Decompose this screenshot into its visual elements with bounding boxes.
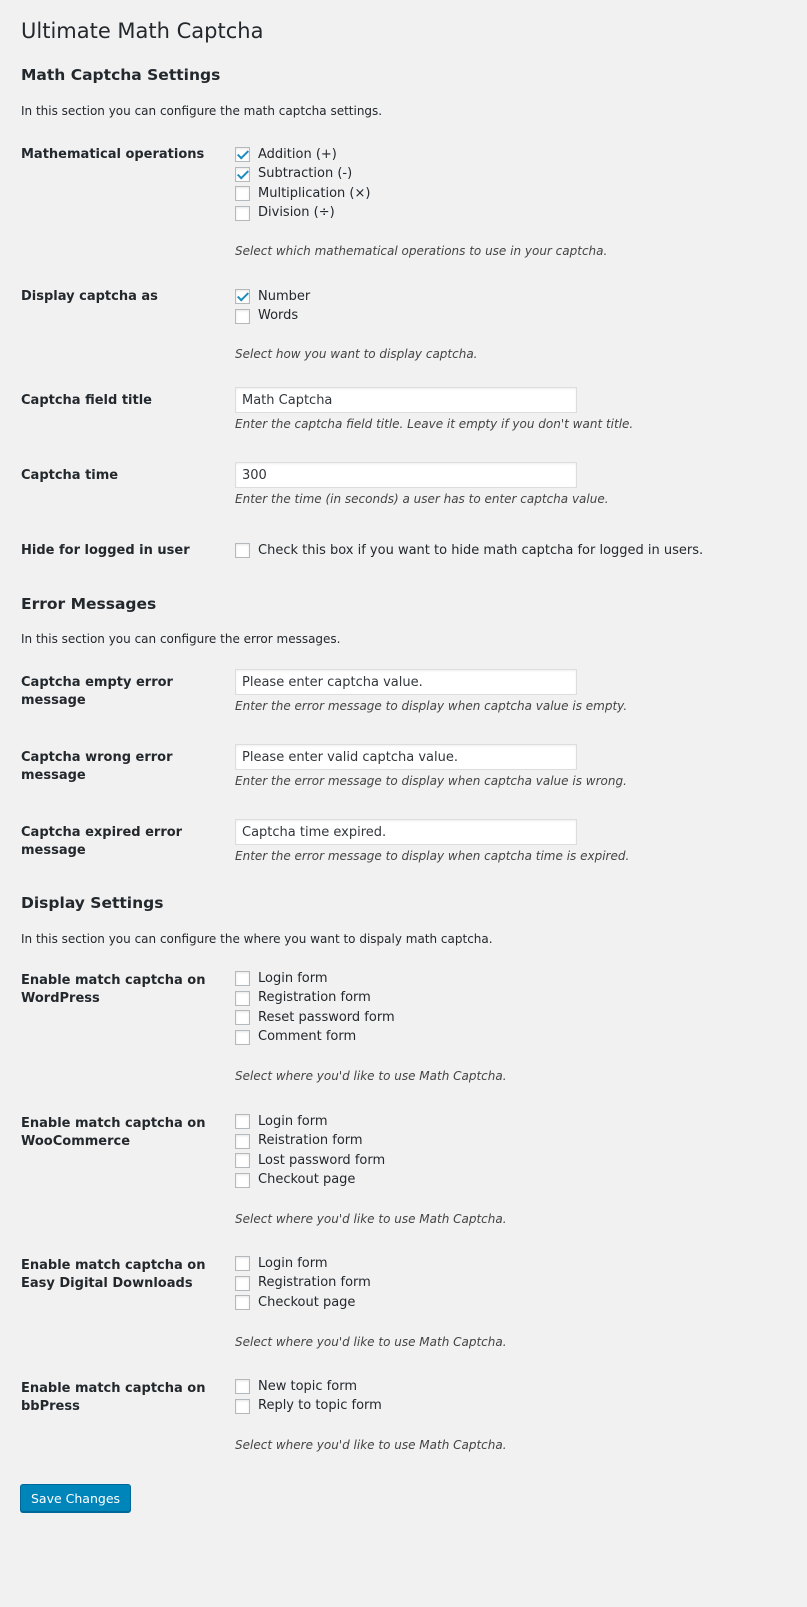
option-woo-checkout[interactable] (235, 1171, 791, 1191)
desc-captcha-field-title: Enter the captcha field title. Leave it empty if you don't want title. (235, 417, 634, 431)
field-wordpress (235, 969, 791, 1084)
label-display-captcha-as: Display captcha as (21, 289, 158, 304)
checkbox-woo-lost-password[interactable] (235, 1153, 250, 1168)
option-label: Words (258, 308, 299, 324)
captcha-expired-error-input[interactable] (235, 819, 577, 845)
checkbox-woo-checkout[interactable] (235, 1173, 250, 1188)
option-division[interactable] (235, 204, 791, 224)
label-captcha-expired-error: Captcha expired error message (21, 825, 183, 858)
captcha-field-title-input[interactable] (235, 387, 577, 413)
option-hide-logged-in[interactable] (235, 541, 791, 561)
checkbox-edd-checkout[interactable] (235, 1295, 250, 1310)
option-bbp-new-topic[interactable] (235, 1377, 791, 1397)
desc-captcha-expired-error: Enter the error message to display when captcha time is expired. (235, 849, 630, 863)
option-words[interactable] (235, 307, 791, 327)
option-woo-login[interactable] (235, 1112, 791, 1132)
option-label: Subtraction (-) (258, 166, 353, 182)
checkbox-wp-login[interactable] (235, 971, 250, 986)
captcha-empty-error-input[interactable] (235, 669, 577, 695)
field-bbpress (235, 1377, 791, 1453)
label-prefix: Enable match captcha on (21, 1258, 206, 1273)
label-prefix: Enable match captcha on (21, 1381, 206, 1396)
checkbox-words[interactable] (235, 309, 250, 324)
checkbox-wp-reset-password[interactable] (235, 1010, 250, 1025)
label-woocommerce (21, 1115, 221, 1151)
label-edd (21, 1257, 221, 1293)
captcha-wrong-error-input[interactable] (235, 744, 577, 770)
option-bbp-reply[interactable] (235, 1397, 791, 1417)
option-label: Login form (258, 970, 328, 986)
field-captcha-empty-error (235, 669, 791, 714)
option-edd-registration[interactable] (235, 1274, 791, 1294)
field-captcha-wrong-error (235, 744, 791, 789)
field-mathematical-operations (235, 145, 791, 259)
label-wordpress (21, 972, 221, 1008)
option-addition[interactable] (235, 145, 791, 165)
checkbox-wp-registration[interactable] (235, 991, 250, 1006)
option-label: Checkout page (258, 1172, 356, 1188)
section-heading-errors: Error Messages (21, 595, 157, 613)
checkbox-number[interactable] (235, 289, 250, 304)
option-label: Login form (258, 1255, 328, 1271)
label-prefix: Enable match captcha on (21, 1116, 206, 1131)
option-label: Number (258, 288, 311, 304)
field-display-captcha-as (235, 287, 791, 362)
checkbox-woo-registration[interactable] (235, 1134, 250, 1149)
checkbox-multiplication[interactable] (235, 186, 250, 201)
label-mathematical-operations: Mathematical operations (21, 147, 205, 162)
section-heading-math: Math Captcha Settings (21, 66, 221, 84)
option-label: Reistration form (258, 1133, 363, 1149)
desc-woocommerce: Select where you'd like to use Math Captcha. (235, 1212, 507, 1226)
label-captcha-field-title: Captcha field title (21, 393, 152, 408)
checkbox-edd-login[interactable] (235, 1256, 250, 1271)
field-woocommerce (235, 1112, 791, 1227)
option-label: Checkout page (258, 1294, 356, 1310)
field-hide-logged-in (235, 541, 791, 561)
checkbox-wp-comment[interactable] (235, 1030, 250, 1045)
option-label: Registration form (258, 1275, 371, 1291)
checkbox-edd-registration[interactable] (235, 1276, 250, 1291)
label-captcha-time: Captcha time (21, 468, 119, 483)
checkbox-bbp-reply[interactable] (235, 1399, 250, 1414)
option-wp-comment[interactable] (235, 1028, 791, 1048)
option-wp-registration[interactable] (235, 989, 791, 1009)
option-label: Reset password form (258, 1009, 395, 1025)
label-platform: WooCommerce (21, 1134, 131, 1149)
desc-captcha-wrong-error: Enter the error message to display when captcha value is wrong. (235, 774, 627, 788)
checkbox-division[interactable] (235, 206, 250, 221)
option-label: Check this box if you want to hide math captcha for logged in users. (258, 542, 704, 558)
option-label: Division (÷) (258, 205, 335, 221)
label-bbpress (21, 1380, 221, 1416)
label-captcha-wrong-error: Captcha wrong error message (21, 750, 173, 783)
option-wp-login[interactable] (235, 969, 791, 989)
desc-mathematical-operations: Select which mathematical operations to use in your captcha. (235, 244, 608, 258)
option-label: Comment form (258, 1029, 357, 1045)
section-desc-errors: In this section you can configure the error messages. (21, 632, 341, 646)
label-platform: bbPress (21, 1399, 80, 1414)
desc-wordpress: Select where you'd like to use Math Captcha. (235, 1069, 507, 1083)
checkbox-subtraction[interactable] (235, 167, 250, 182)
option-label: Lost password form (258, 1152, 386, 1168)
option-label: Multiplication (×) (258, 185, 371, 201)
option-subtraction[interactable] (235, 165, 791, 185)
desc-bbpress: Select where you'd like to use Math Captcha. (235, 1438, 507, 1452)
section-desc-math: In this section you can configure the math captcha settings. (21, 104, 383, 118)
option-label: Reply to topic form (258, 1398, 382, 1414)
field-captcha-field-title (235, 387, 791, 432)
field-captcha-expired-error (235, 819, 791, 864)
checkbox-woo-login[interactable] (235, 1114, 250, 1129)
field-captcha-time (235, 462, 791, 507)
checkbox-addition[interactable] (235, 147, 250, 162)
captcha-time-input[interactable] (235, 462, 577, 488)
option-wp-reset-password[interactable] (235, 1008, 791, 1028)
option-woo-lost-password[interactable] (235, 1151, 791, 1171)
field-edd (235, 1254, 791, 1350)
desc-captcha-time: Enter the time (in seconds) a user has to enter captcha value. (235, 492, 609, 506)
desc-captcha-empty-error: Enter the error message to display when captcha value is empty. (235, 699, 628, 713)
option-edd-checkout[interactable] (235, 1293, 791, 1313)
label-captcha-empty-error: Captcha empty error message (21, 675, 173, 708)
option-number[interactable] (235, 287, 791, 307)
option-edd-login[interactable] (235, 1254, 791, 1274)
desc-edd: Select where you'd like to use Math Captcha. (235, 1334, 507, 1349)
option-label: Login form (258, 1113, 328, 1129)
save-changes-button[interactable]: Save Changes (20, 1484, 131, 1512)
option-multiplication[interactable] (235, 184, 791, 204)
section-desc-display: In this section you can configure the where you want to dispaly math captcha. (21, 932, 493, 946)
label-platform: WordPress (21, 991, 100, 1006)
option-label: Addition (+) (258, 146, 337, 162)
page-title: Ultimate Math Captcha (21, 19, 264, 43)
option-label: New topic form (258, 1378, 357, 1394)
checkbox-hide-logged-in[interactable] (235, 543, 250, 558)
option-label: Registration form (258, 990, 371, 1006)
label-hide-logged-in: Hide for logged in user (21, 543, 190, 558)
section-heading-display: Display Settings (21, 894, 164, 912)
label-prefix: Enable match captcha on (21, 973, 206, 988)
option-woo-registration[interactable] (235, 1132, 791, 1152)
checkbox-bbp-new-topic[interactable] (235, 1379, 250, 1394)
desc-display-captcha-as: Select how you want to display captcha. (235, 347, 478, 361)
label-platform: Easy Digital Downloads (21, 1276, 193, 1291)
